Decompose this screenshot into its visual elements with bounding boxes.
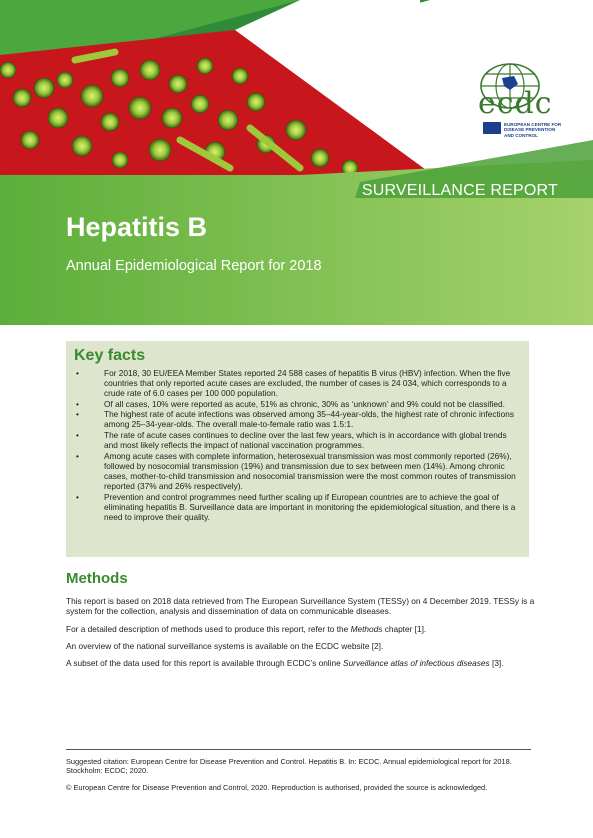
surveillance-atlas-link[interactable]: Surveillance atlas of infectious diseases bbox=[343, 658, 490, 668]
page-title: Hepatitis B bbox=[66, 212, 208, 242]
bullet-icon: • bbox=[76, 430, 79, 441]
methods-heading: Methods bbox=[66, 570, 128, 587]
list-item: • Prevention and control programmes need further scaling up if European countries are to achieve the goal of eliminating hepatitis B. Surveillance data are important in monitoring the epidemiological situation, and there is a need to improve their quality. bbox=[76, 491, 516, 522]
bullet-icon: • bbox=[76, 491, 79, 502]
agency-name: EUROPEAN CENTRE FOR DISEASE PREVENTION AND CONTROL bbox=[504, 122, 562, 138]
bullet-icon: • bbox=[76, 398, 79, 409]
methods-chapter-link[interactable]: Methods bbox=[350, 624, 383, 634]
cover-illustration bbox=[0, 0, 593, 325]
list-item: • Among acute cases with complete information, heterosexual transmission was most commonly reported (26%), followed by nosocomial transmission (19%) and transmission due to sex between men (14%). Among chronic cases, mother-to-child transmission and nosocomial transmission were the most common routes of transmission reported (37% and 26% respectively). bbox=[76, 450, 516, 492]
key-facts-heading: Key facts bbox=[74, 347, 146, 364]
copyright-notice: © European Centre for Disease Prevention and Control, 2020. Reproduction is authorised, provided the source is acknowledged. bbox=[66, 783, 488, 792]
bullet-icon: • bbox=[76, 409, 79, 420]
page-subtitle: Annual Epidemiological Report for 2018 bbox=[66, 258, 322, 274]
list-item: • The rate of acute cases continues to decline over the last few years, which is in accordance with global trends and most likely reflects the impact of national vaccination programmes. bbox=[76, 430, 507, 451]
footer-divider bbox=[66, 749, 531, 750]
methods-paragraph-tessy: This report is based on 2018 data retrieved from The European Surveillance System (TESSy) on 4 December 2019. TESSy is a system for the collection, analysis and dissemination of data on communicable diseases. bbox=[66, 596, 535, 617]
methods-paragraph-description: For a detailed description of methods used to produce this report, refer to the Methods chapter [1]. bbox=[66, 624, 427, 634]
bullet-icon: • bbox=[76, 450, 79, 461]
report-type-label: SURVEILLANCE REPORT bbox=[361, 182, 558, 199]
methods-paragraph-atlas: A subset of the data used for this report is available through ECDC’s online Surveillance atlas of infectious diseases [3]. bbox=[66, 658, 504, 668]
ecdc-wordmark: ecdc bbox=[478, 86, 553, 121]
list-item: • Of all cases, 10% were reported as acute, 51% as chronic, 30% as ‘unknown’ and 9% could not be classified. bbox=[76, 398, 505, 409]
list-item: • For 2018, 30 EU/EEA Member States reported 24 588 cases of hepatitis B virus (HBV) infection. When the five countries that only reported acute cases are excluded, the number of cases is 24 034, which corresponds to a crude rate of 6.0 cases per 100 000 population. bbox=[76, 368, 511, 399]
suggested-citation: Suggested citation: European Centre for Disease Prevention and Control. Hepatitis B. In: ECDC. Annual epidemiological report for 2018. Stockholm: ECDC; 2020. bbox=[66, 757, 512, 776]
eu-flag-icon bbox=[483, 122, 501, 134]
list-item: • The highest rate of acute infections was observed among 35–44-year-olds, the highest rate of chronic infections among 25–34-year-olds. The overall male-to-female ratio was 1.5:1. bbox=[76, 409, 515, 430]
key-facts-list bbox=[74, 368, 521, 522]
bullet-icon: • bbox=[76, 368, 79, 378]
cover-banner bbox=[0, 0, 593, 325]
key-facts-box bbox=[66, 341, 529, 557]
methods-paragraph-overview: An overview of the national surveillance systems is available on the ECDC website [2]. bbox=[66, 641, 384, 651]
